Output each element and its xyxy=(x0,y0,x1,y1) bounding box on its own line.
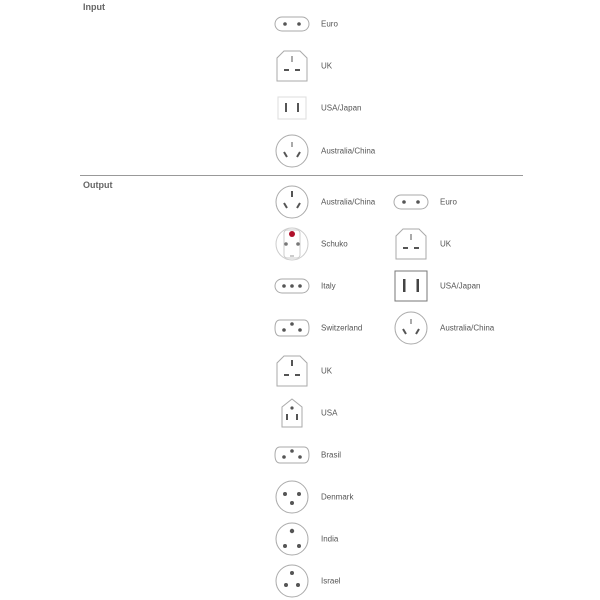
output-section-label: Output xyxy=(83,180,113,190)
usa-plug-icon xyxy=(274,396,310,430)
usa-japan-plug-icon xyxy=(274,94,310,122)
input-item-usa-japan[interactable] xyxy=(274,94,394,122)
item-label: UK xyxy=(321,61,333,71)
item-label: Australia/China xyxy=(440,323,495,333)
item-label: Italy xyxy=(321,281,336,291)
item-label: Switzerland xyxy=(321,323,363,333)
uk-plug-icon xyxy=(393,226,429,262)
uk-plug-icon xyxy=(274,353,310,389)
input-item-australia-china[interactable] xyxy=(274,133,414,169)
input-item-uk[interactable] xyxy=(274,48,394,84)
output-item-india[interactable] xyxy=(274,521,394,557)
usa-japan-plug-icon xyxy=(393,270,429,302)
item-label: UK xyxy=(440,239,452,249)
item-label: Euro xyxy=(321,19,338,29)
italy-plug-icon xyxy=(274,276,310,296)
item-label: USA/Japan xyxy=(440,281,481,291)
section-divider xyxy=(80,175,523,176)
item-label: Brasil xyxy=(321,450,342,460)
item-label: Euro xyxy=(440,197,457,207)
item-label: Schuko xyxy=(321,239,348,249)
output-item-usa-japan-right[interactable] xyxy=(393,270,513,302)
euro-plug-icon xyxy=(274,14,310,34)
output-item-israel[interactable] xyxy=(274,563,394,599)
output-item-denmark[interactable] xyxy=(274,479,394,515)
item-label: Denmark xyxy=(321,492,354,502)
india-plug-icon xyxy=(274,521,310,557)
output-item-usa[interactable] xyxy=(274,396,394,430)
brasil-plug-icon xyxy=(274,444,310,466)
output-item-uk-right[interactable] xyxy=(393,226,513,262)
item-label: Australia/China xyxy=(321,197,376,207)
item-label: Israel xyxy=(321,576,341,586)
output-item-australia-china-right[interactable] xyxy=(393,310,533,346)
output-item-brasil[interactable] xyxy=(274,444,394,466)
item-label: USA/Japan xyxy=(321,103,362,113)
output-item-uk[interactable] xyxy=(274,353,394,389)
item-label: USA xyxy=(321,408,338,418)
item-label: Australia/China xyxy=(321,146,376,156)
euro-plug-icon xyxy=(393,192,429,212)
australia-china-plug-icon xyxy=(274,184,310,220)
israel-plug-icon xyxy=(274,563,310,599)
item-label: UK xyxy=(321,366,333,376)
schuko-plug-icon xyxy=(274,226,310,262)
switzerland-plug-icon xyxy=(274,317,310,339)
australia-china-plug-icon xyxy=(274,133,310,169)
uk-plug-icon xyxy=(274,48,310,84)
australia-china-plug-icon xyxy=(393,310,429,346)
output-item-switzerland[interactable] xyxy=(274,317,394,339)
output-item-italy[interactable] xyxy=(274,276,394,296)
denmark-plug-icon xyxy=(274,479,310,515)
input-item-euro[interactable] xyxy=(274,14,394,34)
output-item-schuko[interactable] xyxy=(274,226,394,262)
output-item-euro-right[interactable] xyxy=(393,192,513,212)
input-section-label: Input xyxy=(83,2,105,12)
item-label: India xyxy=(321,534,339,544)
